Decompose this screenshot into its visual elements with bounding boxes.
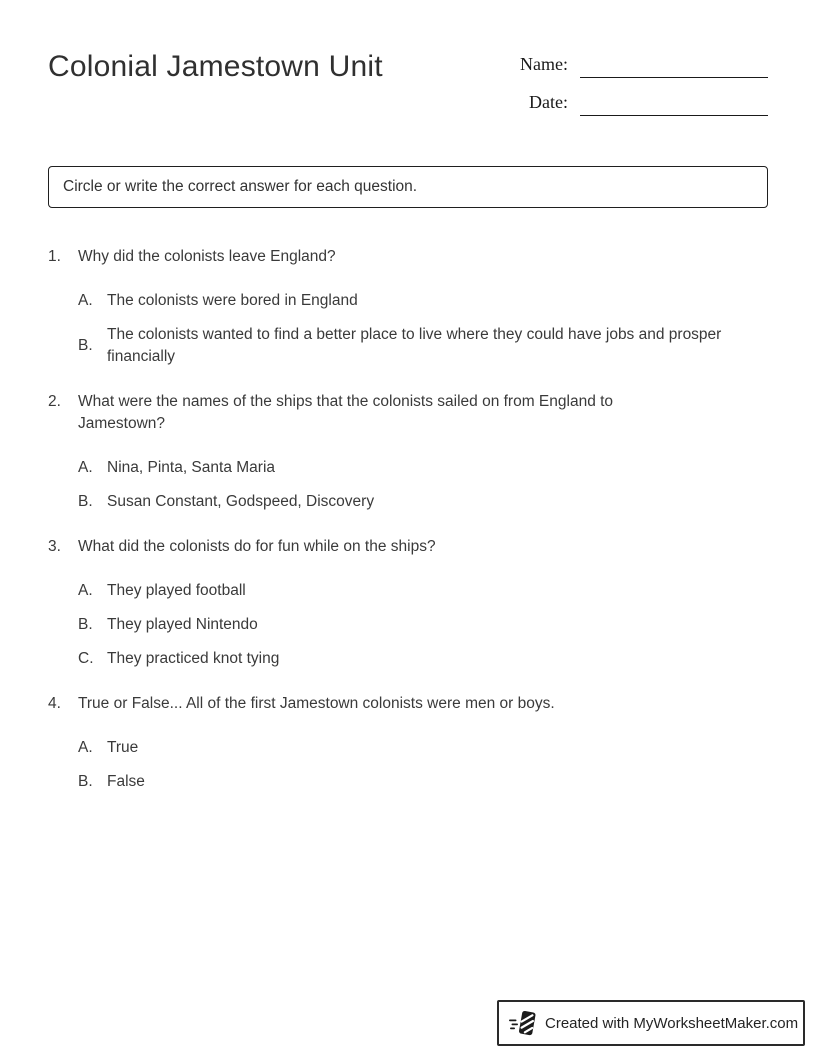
question-text-row [48, 536, 768, 558]
question-list [48, 246, 768, 816]
option-letter: A. [78, 739, 93, 756]
option-letter: A. [78, 582, 93, 599]
option-text: They practiced knot tying [107, 650, 280, 667]
answer-option[interactable] [78, 491, 768, 513]
option-text: They played football [107, 582, 246, 599]
question-3 [48, 536, 768, 670]
name-label: Name: [520, 54, 568, 74]
question-text: What did the colonists do for fun while on the ships? [78, 538, 436, 555]
worksheet-maker-logo-icon [509, 1007, 536, 1039]
question-text-row [48, 693, 768, 715]
page-title: Colonial Jamestown Unit [48, 50, 383, 83]
header [48, 48, 768, 126]
question-4 [48, 693, 768, 793]
option-letter: C. [78, 650, 94, 667]
option-letter: B. [78, 493, 93, 510]
question-text-row [48, 246, 768, 268]
date-fill-line[interactable] [580, 115, 768, 116]
name-fill-line[interactable] [580, 77, 768, 78]
footer-credit-box[interactable] [497, 1000, 805, 1046]
option-letter: A. [78, 292, 93, 309]
question-number: 4. [48, 695, 61, 712]
answer-option[interactable] [78, 580, 768, 602]
question-2 [48, 391, 768, 513]
name-date-block [518, 48, 768, 126]
option-letter: A. [78, 459, 93, 476]
question-1 [48, 246, 768, 368]
option-text: Susan Constant, Godspeed, Discovery [107, 493, 375, 510]
answer-option[interactable] [78, 290, 768, 312]
question-number: 1. [48, 248, 61, 265]
footer-credit-text: Created with MyWorksheetMaker.com [545, 1014, 799, 1032]
question-text-row [48, 391, 768, 435]
question-number: 2. [48, 393, 61, 410]
date-row [518, 88, 768, 116]
question-text: Why did the colonists leave England? [78, 248, 336, 265]
answer-option[interactable] [78, 648, 768, 670]
option-letter: B. [78, 773, 93, 790]
option-text: The colonists were bored in England [107, 292, 358, 309]
instruction-box [48, 166, 768, 208]
instruction-text: Circle or write the correct answer for each question. [63, 178, 418, 195]
option-letter: B. [78, 337, 93, 354]
question-number: 3. [48, 538, 61, 555]
option-letter: B. [78, 616, 93, 633]
date-label: Date: [529, 92, 568, 112]
option-text: Nina, Pinta, Santa Maria [107, 459, 276, 476]
name-row [518, 50, 768, 78]
option-text: True [107, 739, 139, 756]
option-text: The colonists wanted to find a better place to live where they could have jobs and prosper financially [107, 326, 722, 365]
question-text: What were the names of the ships that the colonists sailed on from England to Jamestown? [78, 393, 614, 432]
question-text: True or False... All of the first Jamestown colonists were men or boys. [78, 695, 555, 712]
answer-option[interactable] [78, 457, 768, 479]
answer-option[interactable] [78, 737, 768, 759]
option-text: They played Nintendo [107, 616, 258, 633]
option-text: False [107, 773, 145, 790]
answer-option[interactable] [78, 614, 768, 636]
answer-option[interactable] [78, 324, 768, 368]
answer-option[interactable] [78, 771, 768, 793]
